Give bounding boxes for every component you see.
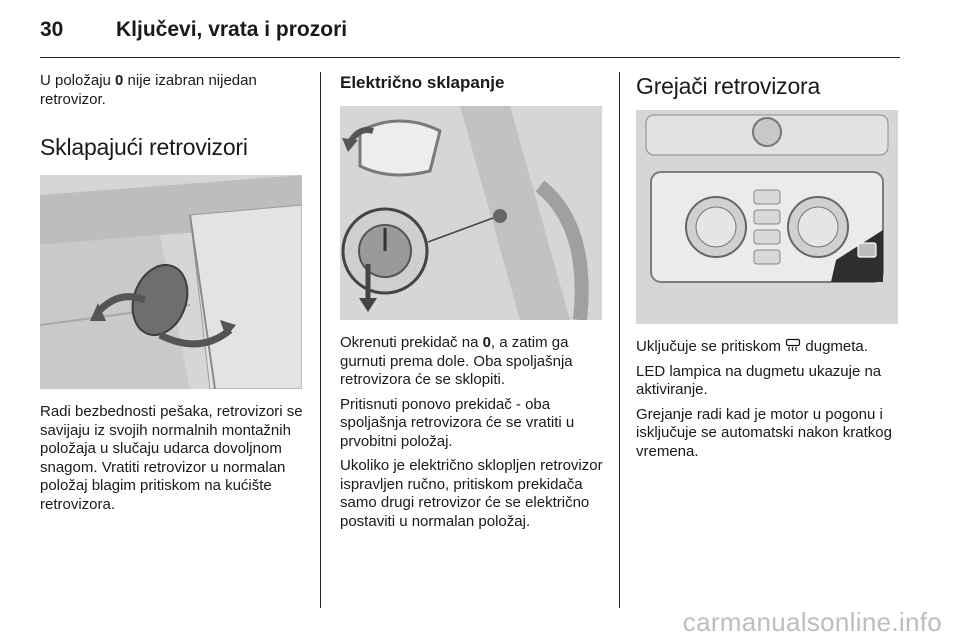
page-header [40,18,900,54]
column-divider-1 [320,72,321,608]
mirror-heaters-p1: Uključuje se pritiskom dugmeta. [636,338,868,355]
section-heading-folding-mirrors: Sklapajući retrovizori [40,134,248,160]
header-divider [40,57,900,58]
electric-folding-switch-illustration [340,106,602,320]
mirror-heaters-p2: LED lampica na dugmetu ukazuje na aktiviranje. [636,362,882,398]
electric-folding-p2: Pritisnuti ponovo prekidač - oba spoljašnja retrovizora će se vratiti u prvobitni položaj. [340,395,575,450]
column-divider-2 [619,72,620,608]
column-2 [340,72,603,537]
column-3 [636,72,899,467]
folding-mirrors-body: Radi bezbednosti pešaka, retrovizori se savijaju iz svojih normalnih montažnih položaja u slučaju udarca dovoljnom snagom. Vratiti retrovizor u normalan položaj blagim pritiskom na kućište retrovizora. [40,403,303,513]
electric-folding-p1: Okrenuti prekidač na 0, a zatim ga gurnuti prema dole. Oba spoljašnja retrovizora će se sklopiti. [340,334,573,388]
electric-folding-p3: Ukoliko je električno sklopljen retrovizor ispravljen ručno, pritiskom prekidača samo drugi retrovizor će se električno postaviti u normalan položaj. [340,457,603,530]
section-heading-mirror-heaters: Grejači retrovizora [636,73,821,99]
intro-paragraph: U položaju 0 nije izabran nijedan retrovizor. [40,72,257,108]
column-1 [40,72,303,520]
climate-control-panel-illustration [636,110,898,324]
chapter-title: Ključevi, vrata i prozori [116,18,348,41]
watermark: carmanualsonline.info [682,607,942,637]
section-heading-electric-folding: Električno sklapanje [340,73,505,92]
page-number: 30 [40,18,64,41]
mirror-heater-icon [785,338,801,353]
folding-mirror-illustration [40,175,302,389]
mirror-heaters-p3: Grejanje radi kad je motor u pogonu i isključuje se automatski nakon kratkog vremena. [636,405,892,460]
